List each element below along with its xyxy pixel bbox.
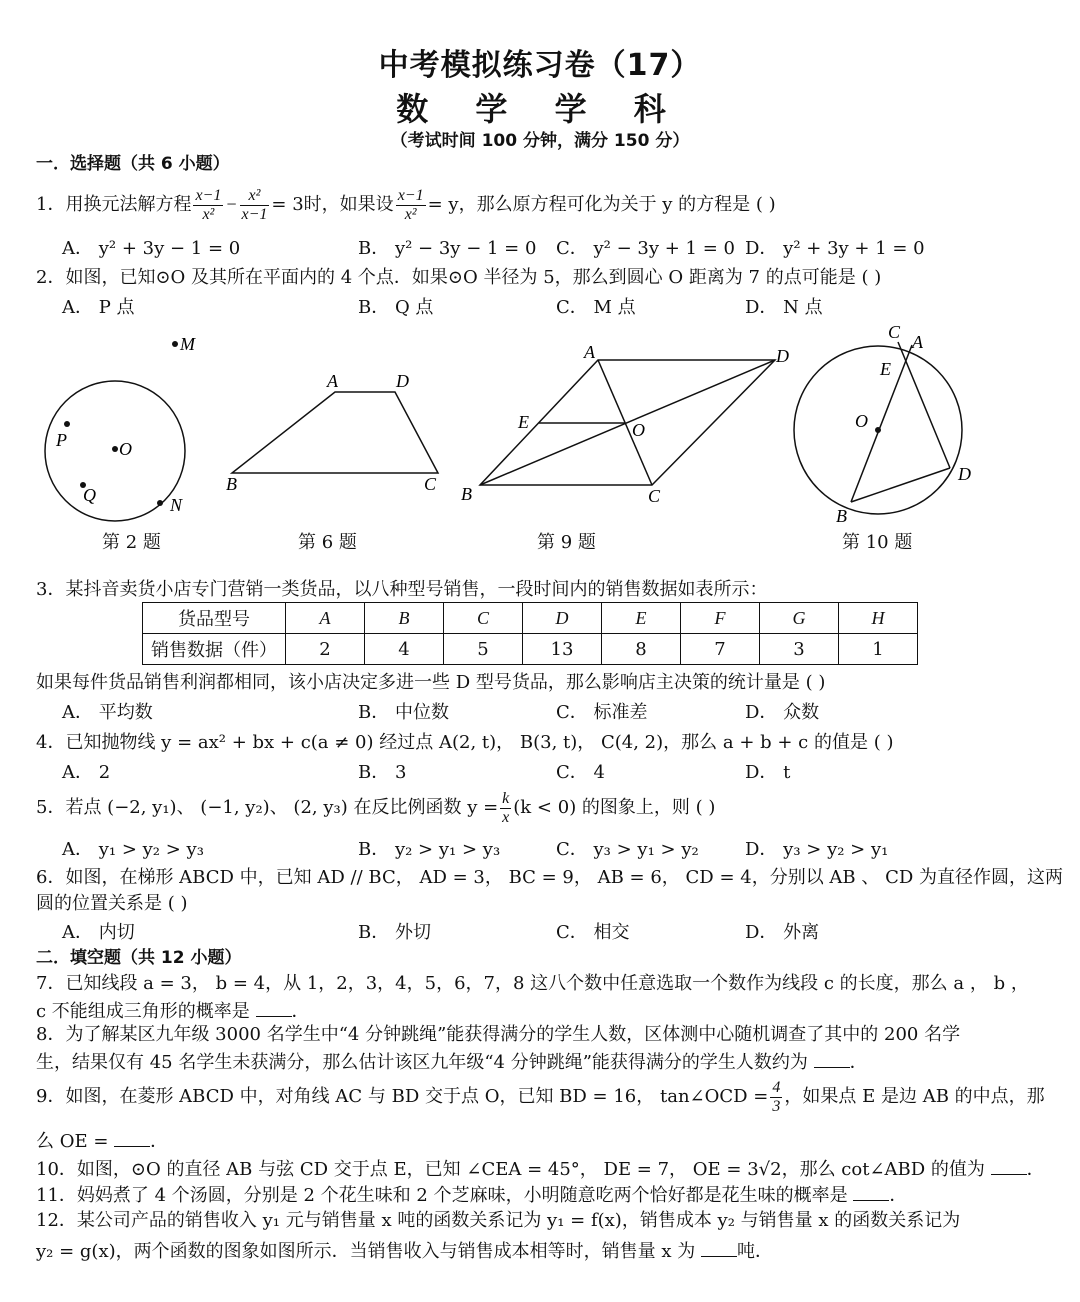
- exam-note: （考试时间 100 分钟，满分 150 分）: [390, 131, 690, 151]
- figure-6: [226, 371, 438, 494]
- table-header-sales: 销售数据（件）: [143, 634, 286, 665]
- q6-option-c: C． 相交: [556, 922, 630, 943]
- question-6: 6．如图，在梯形 ABCD 中，已知 AD // BC， AD = 3， BC = 9， AB = 6， CD = 4，分别以 AB 、 CD 为直径作圆，这两: [36, 867, 1064, 888]
- answer-blank-9[interactable]: [114, 1128, 150, 1147]
- fig6-label-a: A: [327, 371, 338, 391]
- sales-table: [142, 602, 918, 665]
- table-cell: G: [760, 603, 839, 634]
- fig10-chord-bd: [851, 468, 950, 502]
- question-12: 12．某公司产品的销售收入 y₁ 元与销售量 x 吨的函数关系记为 y₁ = f(x)，销售成本 y₂ 与销售量 x 的函数关系记为: [36, 1210, 961, 1231]
- question-8-line-2: 生，结果仅有 45 名学生未获满分，那么估计该区九年级“4 分钟跳绳”能获得满分的学生人数约为 ．: [36, 1049, 868, 1075]
- question-9-line-2: 么 OE = ．: [36, 1128, 168, 1154]
- section-2-heading: 二．填空题（共 12 小题）: [36, 948, 242, 968]
- table-cell: 3: [760, 634, 839, 665]
- table-cell: 5: [444, 634, 523, 665]
- table-cell: C: [444, 603, 523, 634]
- subject-title: 数 学 学 科: [396, 90, 684, 128]
- table-cell: A: [286, 603, 365, 634]
- table-cell: 13: [523, 634, 602, 665]
- table-cell: 1: [839, 634, 918, 665]
- q1-frac-2: $\frac{\text{x²}}{x-1}$: [241, 186, 268, 223]
- q1-prefix: 1．用换元法解方程: [36, 194, 192, 215]
- q2-option-b: B． Q 点: [358, 297, 434, 318]
- exam-title: 中考模拟练习卷（17）: [378, 48, 702, 83]
- q3-option-a: A． 平均数: [62, 702, 153, 723]
- q9-frac: $\frac{4}{3}$: [772, 1078, 781, 1115]
- fig2-label-q: Q: [83, 485, 96, 505]
- fig6-label-b: B: [226, 474, 237, 494]
- fig2-label-o: O: [119, 439, 132, 459]
- fig2-label-p: P: [56, 430, 67, 450]
- fig6-label-d: D: [396, 371, 409, 391]
- fig10-chord-cd: [898, 342, 950, 468]
- fig6-trapezoid: [232, 392, 438, 473]
- fig2-point-m: [172, 341, 178, 347]
- question-7-line-2: c 不能组成三角形的概率是 ．: [36, 998, 310, 1024]
- fig9-label-d: D: [776, 346, 789, 366]
- q6-option-a: A． 内切: [62, 922, 135, 943]
- q5-option-b: B． y₂ > y₁ > y₃: [358, 839, 501, 860]
- question-4: 4．已知抛物线 y = ax² + bx + c(a ≠ 0) 经过点 A(2, t)， B(3, t)， C(4, 2)，那么 a + b + c 的值是 ( ): [36, 732, 894, 753]
- answer-blank-12[interactable]: [701, 1238, 737, 1257]
- q6-option-b: B． 外切: [358, 922, 431, 943]
- fig9-caption: 第 9 题: [537, 532, 596, 553]
- question-2: 2．如图，已知⊙O 及其所在平面内的 4 个点．如果⊙O 半径为 5，那么到圆心 O 距离为 7 的点可能是 ( ): [36, 267, 882, 288]
- answer-blank-11[interactable]: [853, 1182, 889, 1201]
- table-row: [143, 603, 918, 634]
- q5-option-a: A． y₁ > y₂ > y₃: [62, 839, 204, 860]
- fig9-label-c: C: [648, 486, 661, 506]
- q2-option-d: D． N 点: [745, 297, 823, 318]
- figure-10-labels: [836, 322, 971, 526]
- q4-option-c: C． 4: [556, 762, 605, 783]
- fig10-label-e: E: [880, 359, 891, 379]
- fig10-label-o: O: [855, 411, 868, 431]
- question-12-line-2: y₂ = g(x)，两个函数的图象如图所示．当销售收入与销售成本相等时，销售量 x 为 吨．: [36, 1238, 773, 1264]
- q4-option-b: B． 3: [358, 762, 407, 783]
- fig2-label-n: N: [170, 495, 183, 515]
- q5-option-c: C． y₃ > y₁ > y₂: [556, 839, 699, 860]
- fig6-label-c: C: [424, 474, 437, 494]
- q3-option-d: D． 众数: [745, 702, 820, 723]
- q1-option-a: A． y² + 3y − 1 = 0: [62, 238, 241, 259]
- answer-blank-8[interactable]: [814, 1049, 850, 1068]
- question-11: 11．妈妈煮了 4 个汤圆，分别是 2 个花生味和 2 个芝麻味，小明随意吃两个恰好都是花生味的概率是 ．: [36, 1182, 907, 1208]
- question-7: 7．已知线段 a = 3， b = 4，从 1，2，3，4，5，6，7，8 这八个数中任意选取一个数作为线段 c 的长度，那么 a ， b ，: [36, 973, 1029, 994]
- q1-option-b: B． y² − 3y − 1 = 0: [358, 238, 537, 259]
- section-1-heading: 一．选择题（共 6 小题）: [36, 154, 230, 174]
- question-3-continued: 如果每件货品销售利润都相同，该小店决定多进一些 D 型号货品，那么影响店主决策的统计量是 ( ): [36, 672, 826, 693]
- q6-option-d: D． 外离: [745, 922, 820, 943]
- question-1: 1．用换元法解方程 $\frac{x-1}{\text{x²}}$ − $\frac{\text{x²}}{x-1}$ = 3时，如果设 $\frac{x-1}{\text{x²}}$ = y，那么原方程可化为关于 y 的方程是 ( ): [36, 186, 776, 223]
- fig10-point-o: [875, 427, 881, 433]
- table-cell: F: [681, 603, 760, 634]
- table-cell: 4: [365, 634, 444, 665]
- q1-frac-1: $\frac{x-1}{\text{x²}}$: [195, 186, 222, 223]
- q1-option-c: C． y² − 3y + 1 = 0: [556, 238, 735, 259]
- table-cell: 2: [286, 634, 365, 665]
- table-row: [143, 634, 918, 665]
- q2-option-c: C． M 点: [556, 297, 636, 318]
- table-cell: H: [839, 603, 918, 634]
- answer-blank-7[interactable]: [256, 998, 292, 1017]
- question-10: 10．如图，⊙O 的直径 AB 与弦 CD 交于点 E，已知 ∠CEA = 45°， DE = 7， OE = 3√2，那么 cot∠ABD 的值为 ．: [36, 1156, 1045, 1182]
- question-6-line-2: 圆的位置关系是 ( ): [36, 893, 188, 914]
- q3-option-b: B． 中位数: [358, 702, 449, 723]
- q2-option-a: A． P 点: [62, 297, 135, 318]
- fig2-point-p: [64, 421, 70, 427]
- table-cell: 7: [681, 634, 760, 665]
- table-header-type: 货品型号: [143, 603, 286, 634]
- fig2-label-m: M: [180, 334, 195, 354]
- fig2-point-n: [157, 500, 163, 506]
- table-cell: D: [523, 603, 602, 634]
- fig10-label-b: B: [836, 506, 847, 526]
- question-3: 3．某抖音卖货小店专门营销一类货品，以八种型号销售，一段时间内的销售数据如表所示：: [36, 579, 768, 600]
- figure-2: [45, 334, 196, 521]
- fig9-label-e: E: [518, 412, 529, 432]
- fig9-label-o: O: [632, 420, 645, 440]
- question-9: 9．如图，在菱形 ABCD 中，对角线 AC 与 BD 交于点 O，已知 BD = 16， tan∠OCD = $\frac{4}{3}$ ，如果点 E 是边 AB 的中点，那: [36, 1078, 1045, 1115]
- q3-option-c: C． 标准差: [556, 702, 648, 723]
- table-cell: 8: [602, 634, 681, 665]
- fig10-label-c: C: [888, 322, 901, 342]
- table-cell: B: [365, 603, 444, 634]
- fig9-label-a: A: [584, 342, 595, 362]
- q1-frac-3: $\frac{x-1}{\text{x²}}$: [397, 186, 424, 223]
- fig6-caption: 第 6 题: [298, 532, 357, 553]
- fig9-label-b: B: [461, 484, 472, 504]
- q5-option-d: D． y₃ > y₂ > y₁: [745, 839, 889, 860]
- fig10-caption: 第 10 题: [842, 532, 913, 553]
- fig10-label-d: D: [958, 464, 971, 484]
- q1-option-d: D． y² + 3y + 1 = 0: [745, 238, 925, 259]
- answer-blank-10[interactable]: [991, 1156, 1027, 1175]
- q4-option-a: A． 2: [62, 762, 111, 783]
- fig2-point-o: [112, 446, 118, 452]
- question-5: 5．若点 (−2, y₁)、 (−1, y₂)、 (2, y₃) 在反比例函数 y = $\frac{k}{x}$ (k < 0) 的图象上，则 ( ): [36, 789, 716, 826]
- table-cell: E: [602, 603, 681, 634]
- q5-frac: $\frac{k}{x}$: [502, 789, 510, 826]
- question-8: 8．为了解某区九年级 3000 名学生中“4 分钟跳绳”能获得满分的学生人数，区体测中心随机调查了其中的 200 名学: [36, 1024, 961, 1045]
- fig2-caption: 第 2 题: [102, 532, 161, 553]
- fig10-label-a: A: [912, 332, 923, 352]
- q4-option-d: D． t: [745, 762, 791, 783]
- figures-row: [0, 320, 1080, 530]
